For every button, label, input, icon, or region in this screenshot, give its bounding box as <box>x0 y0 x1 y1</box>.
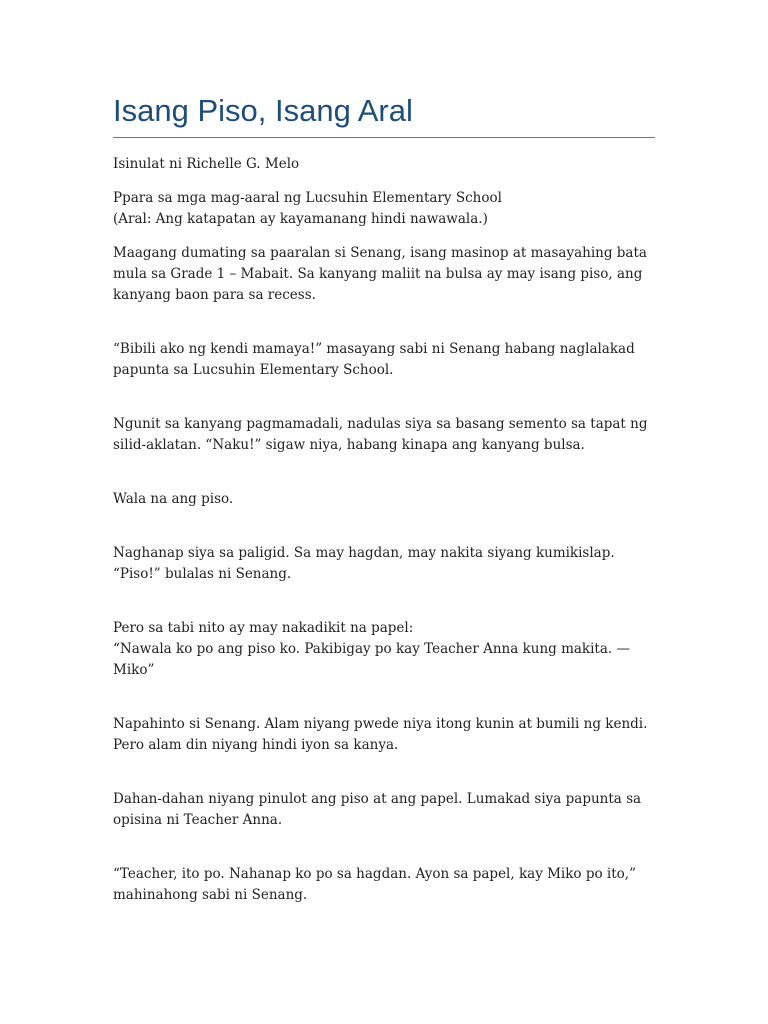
document-body <box>113 92 655 906</box>
story-paragraph: Napahinto si Senang. Alam niyang pwede niya itong kunin at bumili ng kendi. Pero alam din niyang hindi iyon sa kanya. <box>113 716 648 754</box>
story-paragraph: Maagang dumating sa paaralan si Senang, isang masinop at masayahing bata mula sa Grade 1 – Mabait. Sa kanyang maliit na bulsa ay may isang piso, ang kanyang baon para sa recess. <box>113 245 647 304</box>
story-paragraph: Dahan-dahan niyang pinulot ang piso at ang papel. Lumakad siya papunta sa opisina ni Teacher Anna. <box>113 791 642 829</box>
story-paragraph: Wala na ang piso. <box>113 491 234 508</box>
story-paragraph: Ngunit sa kanyang pagmamadali, nadulas siya sa basang semento sa tapat ng silid-aklatan. “Naku!” sigaw niya, habang kinapa ang kanyang bulsa. <box>113 416 648 454</box>
dedication-line: Ppara sa mga mag-aaral ng Lucsuhin Elementary School (Aral: Ang katapatan ay kayamanang hindi nawawala.) <box>113 190 502 228</box>
author-line: Isinulat ni Richelle G. Melo <box>113 156 300 173</box>
document-title: Isang Piso, Isang Aral <box>113 92 655 138</box>
story-paragraph: Naghanap siya sa paligid. Sa may hagdan, may nakita siyang kumikislap. “Piso!” bulalas ni Senang. <box>113 545 615 583</box>
story-paragraph: Pero sa tabi nito ay may nakadikit na papel: “Nawala ko po ang piso ko. Pakibigay po kay Teacher Anna kung makita. — Miko” <box>113 620 630 679</box>
story-paragraph: “Teacher, ito po. Nahanap ko po sa hagdan. Ayon sa papel, kay Miko po ito,” mahinahong sabi ni Senang. <box>113 866 636 904</box>
story-paragraph: “Bibili ako ng kendi mamaya!” masayang sabi ni Senang habang naglalakad papunta sa Lucsuhin Elementary School. <box>113 341 635 379</box>
